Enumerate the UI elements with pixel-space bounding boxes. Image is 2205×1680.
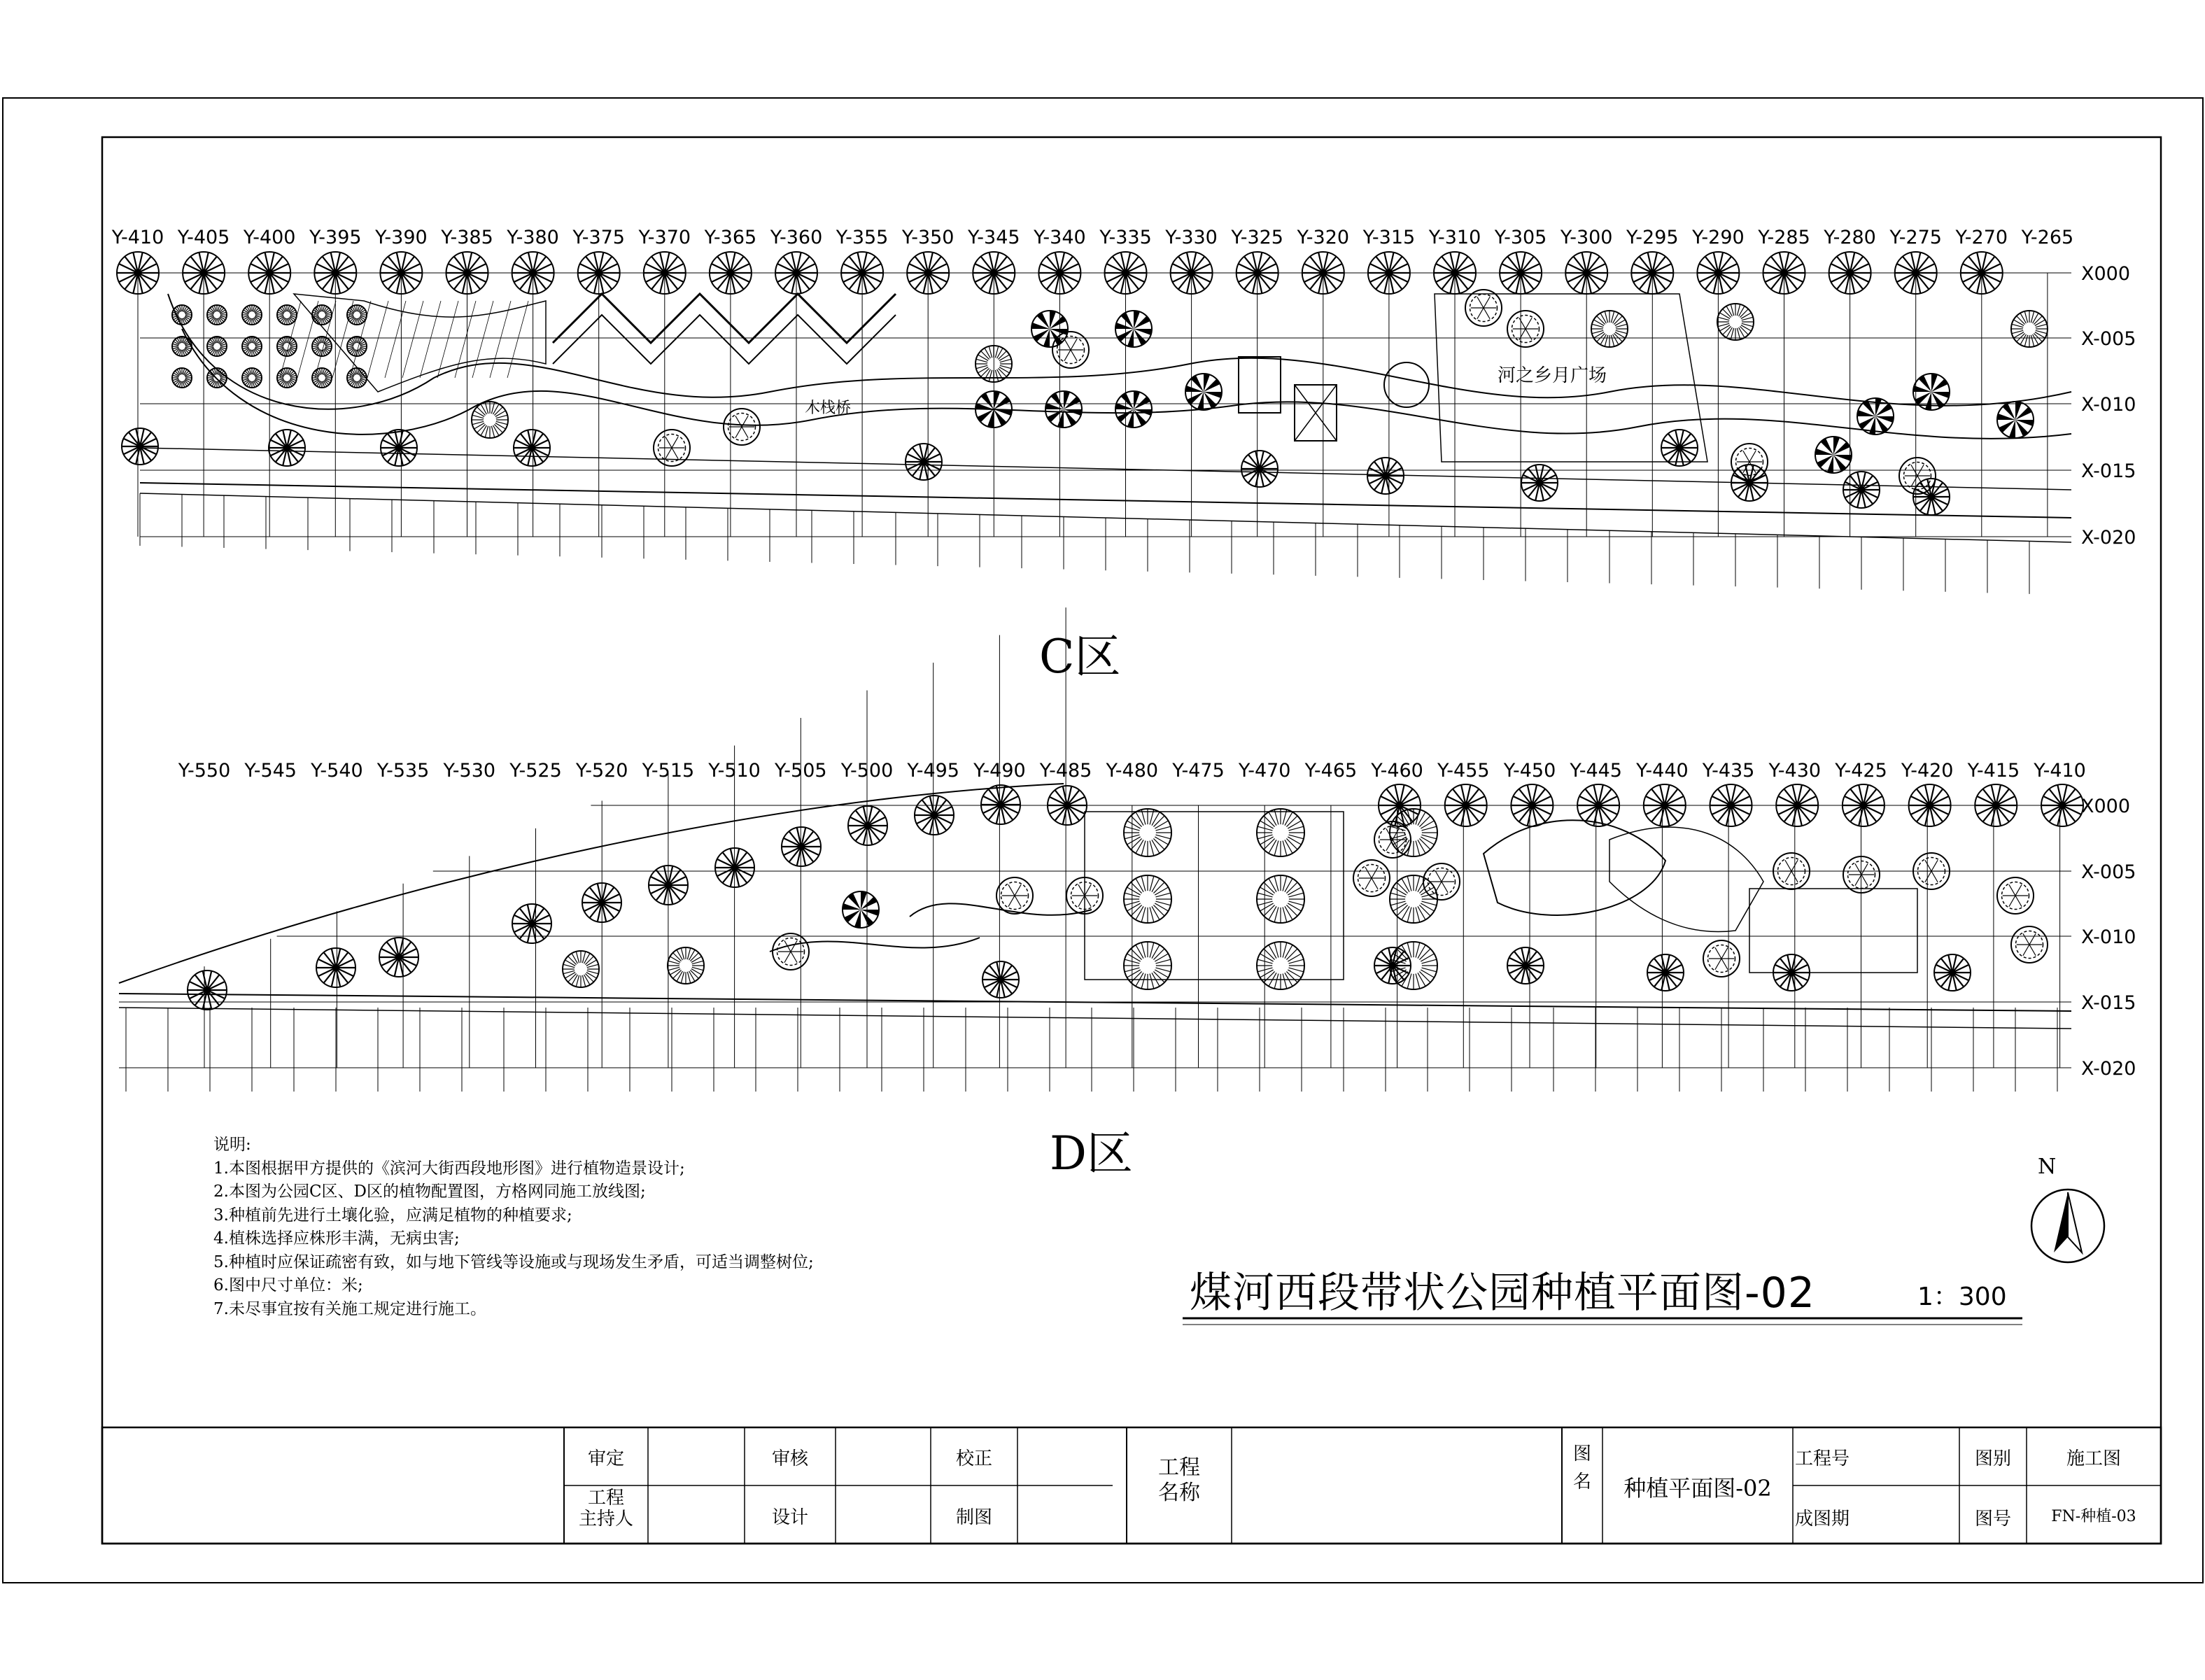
y-grid-label: Y-270 xyxy=(1955,227,2008,248)
y-grid-label: Y-470 xyxy=(1238,760,1291,782)
note-line: 说明: xyxy=(213,1136,251,1154)
y-grid-label: Y-345 xyxy=(968,227,1020,248)
y-grid-label: Y-355 xyxy=(836,227,889,248)
y-grid-label: Y-315 xyxy=(1362,227,1416,248)
y-grid-label: Y-325 xyxy=(1231,227,1283,248)
boardwalk-label: 木栈桥 xyxy=(805,400,852,417)
y-grid-label: Y-290 xyxy=(1692,227,1745,248)
zone-d-label: D区 xyxy=(1050,1127,1133,1180)
plaza-label: 河之乡月广场 xyxy=(1498,365,1607,386)
y-grid-label: Y-385 xyxy=(441,227,493,248)
y-grid-label: Y-390 xyxy=(375,227,428,248)
tb-project-lead: 工程 主持人 xyxy=(578,1488,633,1530)
y-grid-label: Y-400 xyxy=(243,227,296,248)
y-grid-label: Y-410 xyxy=(2034,760,2086,782)
tree-symbol-icon xyxy=(1045,391,1082,428)
y-grid-label: Y-460 xyxy=(1371,760,1423,782)
note-line: 4.植株选择应株形丰满，无病虫害; xyxy=(213,1229,460,1248)
tree-symbol-icon xyxy=(1997,402,2034,438)
y-grid-label: Y-455 xyxy=(1437,760,1490,782)
y-grid-label: Y-275 xyxy=(1889,227,1942,248)
tree-symbol-icon xyxy=(1913,374,1950,410)
tb-check: 审核 xyxy=(771,1448,808,1469)
tb-project-name: 工程 名称 xyxy=(1158,1455,1200,1505)
tree-symbol-icon xyxy=(1115,391,1152,428)
tb-draw: 制图 xyxy=(955,1507,992,1528)
y-grid-label: Y-295 xyxy=(1626,227,1679,248)
tb-proof: 校正 xyxy=(955,1448,992,1469)
tree-symbol-icon xyxy=(1115,311,1152,347)
y-grid-label: Y-340 xyxy=(1034,227,1086,248)
tb-number: FN-种植-03 xyxy=(2051,1508,2136,1525)
y-grid-label: Y-375 xyxy=(572,227,625,248)
tree-symbol-icon xyxy=(843,891,879,928)
tb-figure-name: 种植平面图-02 xyxy=(1623,1475,1772,1502)
design-notes xyxy=(213,1134,814,1321)
tb-number-label: 图号 xyxy=(1974,1509,2011,1530)
note-line: 3.种植前先进行土壤化验，应满足植物的种植要求; xyxy=(213,1206,572,1224)
y-grid-label: Y-420 xyxy=(1901,760,1954,782)
y-grid-label: Y-550 xyxy=(178,760,231,782)
y-grid-label: Y-365 xyxy=(704,227,757,248)
tb-project-no: 工程号 xyxy=(1794,1448,1850,1469)
y-grid-label: Y-415 xyxy=(1967,760,2020,782)
y-grid-label: Y-330 xyxy=(1165,227,1218,248)
y-grid-label: Y-335 xyxy=(1099,227,1152,248)
y-grid-label: Y-540 xyxy=(311,760,363,782)
y-grid-label: Y-475 xyxy=(1172,760,1225,782)
y-grid-label: Y-280 xyxy=(1824,227,1876,248)
note-line: 6.图中尺寸单位：米; xyxy=(213,1276,363,1294)
tb-design: 设计 xyxy=(771,1507,808,1528)
x-grid-label: X-010 xyxy=(2081,394,2136,416)
tb-completion: 成图期 xyxy=(1794,1509,1850,1530)
x-grid-label: X-020 xyxy=(2081,1058,2136,1080)
y-grid-label: Y-505 xyxy=(775,760,827,782)
y-grid-label: Y-300 xyxy=(1560,227,1613,248)
drawing-scale: 1：300 xyxy=(1917,1283,2007,1311)
zone-c-label: C区 xyxy=(1039,630,1121,684)
y-grid-label: Y-465 xyxy=(1304,760,1358,782)
y-grid-label: Y-485 xyxy=(1039,760,1092,782)
note-line: 1.本图根据甲方提供的《滨河大街西段地形图》进行植物造景设计; xyxy=(213,1159,685,1178)
y-grid-label: Y-265 xyxy=(2021,227,2074,248)
y-grid-label: Y-520 xyxy=(575,760,628,782)
y-grid-label: Y-380 xyxy=(507,227,559,248)
tree-symbol-icon xyxy=(1185,374,1222,410)
y-grid-label: Y-430 xyxy=(1768,760,1822,782)
y-grid-label: Y-405 xyxy=(177,227,230,248)
tb-category: 施工图 xyxy=(2066,1448,2121,1469)
x-grid-label: X-020 xyxy=(2081,527,2136,549)
y-grid-label: Y-495 xyxy=(907,760,959,782)
tb-review: 审定 xyxy=(587,1448,624,1469)
tree-symbol-icon xyxy=(1031,311,1068,347)
x-grid-label: X-005 xyxy=(2081,861,2136,883)
y-grid-label: Y-490 xyxy=(973,760,1026,782)
tree-symbol-icon xyxy=(1857,398,1894,435)
y-grid-label: Y-435 xyxy=(1702,760,1755,782)
y-grid-label: Y-480 xyxy=(1106,760,1159,782)
y-grid-label: Y-370 xyxy=(638,227,691,248)
y-grid-label: Y-500 xyxy=(840,760,894,782)
tree-symbol-icon xyxy=(1815,437,1852,473)
y-grid-label: Y-450 xyxy=(1503,760,1556,782)
x-grid-label: X-015 xyxy=(2081,460,2136,482)
x-grid-label: X-010 xyxy=(2081,926,2136,948)
tb-figure-name-label: 图 名 xyxy=(1572,1443,1591,1492)
y-grid-label: Y-310 xyxy=(1428,227,1481,248)
y-grid-label: Y-510 xyxy=(708,760,761,782)
y-grid-label: Y-530 xyxy=(443,760,496,782)
y-grid-label: Y-360 xyxy=(770,227,823,248)
y-grid-label: Y-445 xyxy=(1570,760,1622,782)
x-grid-label: X-015 xyxy=(2081,992,2136,1014)
note-line: 2.本图为公园C区、D区的植物配置图，方格网同施工放线图; xyxy=(213,1183,646,1201)
note-line: 5.种植时应保证疏密有致，如与地下管线等设施或与现场发生矛盾，可适当调整树位; xyxy=(213,1252,814,1271)
x-grid-label: X000 xyxy=(2081,263,2131,285)
note-line: 7.未尽事宜按有关施工规定进行施工。 xyxy=(213,1299,486,1318)
x-grid-label: X000 xyxy=(2081,796,2131,817)
y-grid-label: Y-440 xyxy=(1636,760,1689,782)
north-label: N xyxy=(2038,1155,2057,1179)
y-grid-label: Y-320 xyxy=(1297,227,1350,248)
y-grid-label: Y-515 xyxy=(642,760,695,782)
y-grid-label: Y-545 xyxy=(244,760,297,782)
x-grid-label: X-005 xyxy=(2081,328,2136,350)
y-grid-label: Y-395 xyxy=(309,227,362,248)
y-grid-label: Y-285 xyxy=(1758,227,1810,248)
y-grid-label: Y-305 xyxy=(1494,227,1547,248)
y-grid-label: Y-535 xyxy=(376,760,430,782)
y-grid-label: Y-350 xyxy=(901,227,954,248)
y-grid-label: Y-410 xyxy=(111,227,164,248)
y-grid-label: Y-425 xyxy=(1835,760,1887,782)
tb-category-label: 图别 xyxy=(1974,1448,2011,1469)
drawing-title: 煤河西段带状公园种植平面图-02 xyxy=(1190,1269,1815,1318)
tree-symbol-icon xyxy=(975,391,1012,428)
y-grid-label: Y-525 xyxy=(509,760,562,782)
